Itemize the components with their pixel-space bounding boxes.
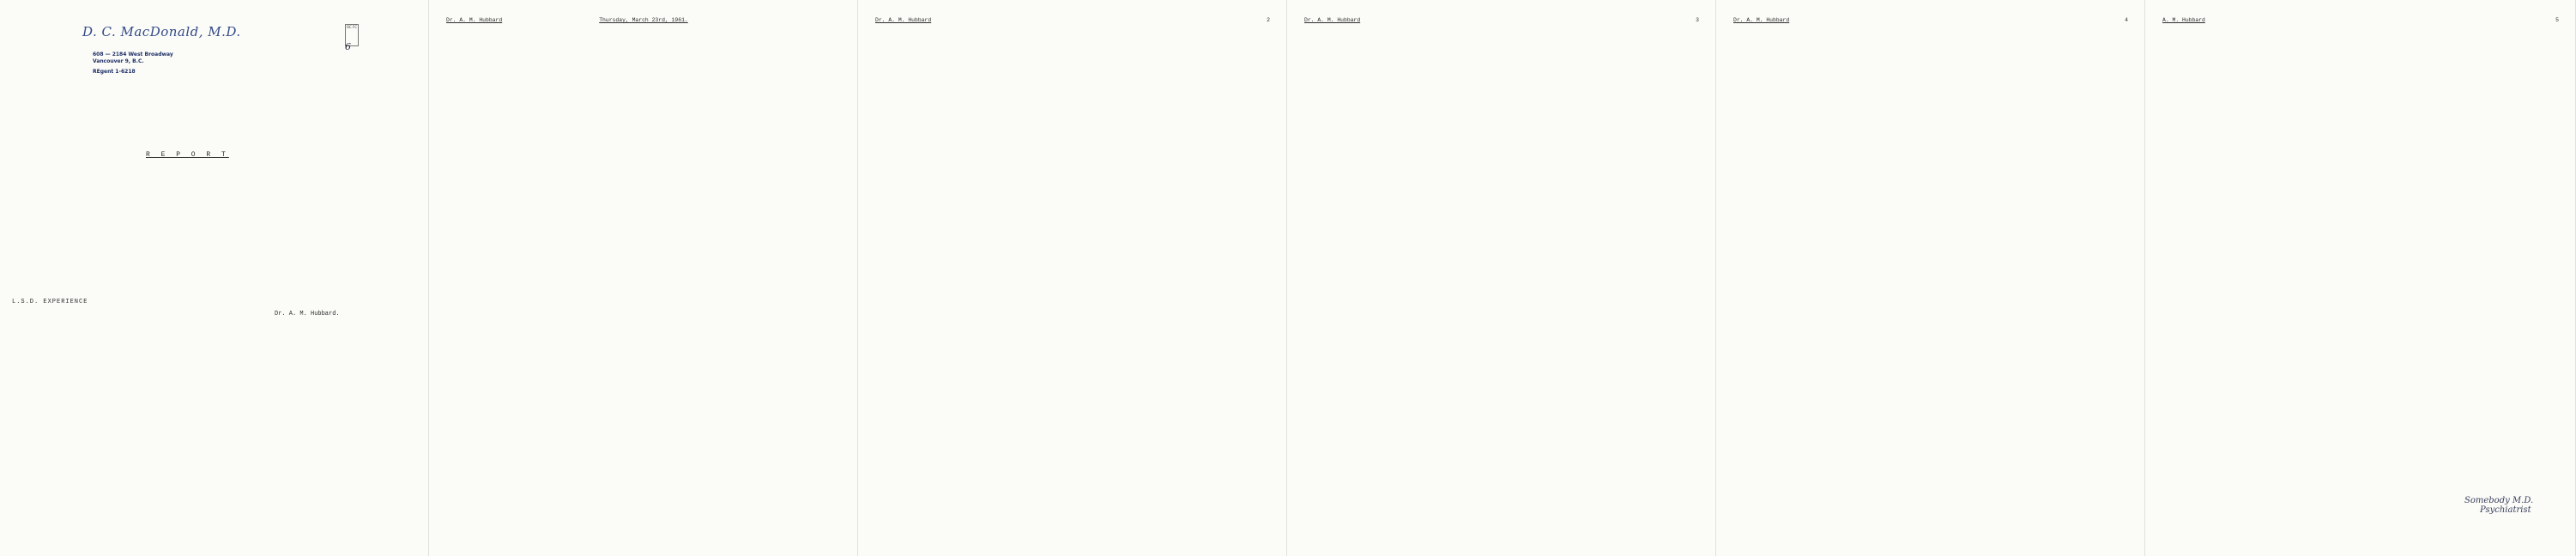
header-date: Thursday, March 23rd, 1961. — [599, 17, 688, 23]
letterhead-city: Vancouver 9, B.C. — [93, 58, 144, 64]
header-left: Dr. A. M. Hubbard — [875, 17, 932, 23]
page-header — [1304, 17, 1699, 27]
header-left: Dr. A. M. Hubbard — [446, 17, 503, 23]
page-mark: 6 — [345, 41, 351, 52]
report-page-4 — [1287, 0, 1716, 556]
page-header — [446, 17, 841, 27]
report-page-3 — [858, 0, 1287, 556]
letterhead-address: 608 — 2184 West Broadway — [93, 51, 173, 57]
header-left: Dr. A. M. Hubbard — [1304, 17, 1361, 23]
report-author: Dr. A. M. Hubbard. — [275, 311, 340, 317]
signature-name: Somebody M.D. — [2464, 496, 2534, 505]
header-left: Dr. A. M. Hubbard — [1733, 17, 1790, 23]
signature-title: Psychiatrist — [2480, 505, 2531, 515]
header-left: A. M. Hubbard — [2162, 17, 2205, 23]
report-page-1 — [0, 0, 429, 556]
letterhead-name: D. C. MacDonald, M.D. — [82, 24, 241, 39]
page-number: 4 — [2125, 17, 2128, 23]
report-title: R E P O R T — [146, 151, 229, 159]
report-subject: L.S.D. EXPERIENCE — [12, 299, 88, 305]
report-page-6 — [2145, 0, 2576, 556]
page-header — [2162, 17, 2559, 27]
page-header — [1733, 17, 2128, 27]
page-number: 3 — [1696, 17, 1699, 23]
letterhead-phone: REgent 1-6218 — [93, 69, 136, 75]
page-header — [875, 17, 1270, 27]
report-page-2 — [429, 0, 858, 556]
report-page-5 — [1716, 0, 2145, 556]
letterhead-tag: OC FC — [345, 24, 359, 46]
page-number: 2 — [1267, 17, 1270, 23]
page-number: 5 — [2555, 17, 2559, 23]
handwritten-signature — [2464, 496, 2559, 515]
